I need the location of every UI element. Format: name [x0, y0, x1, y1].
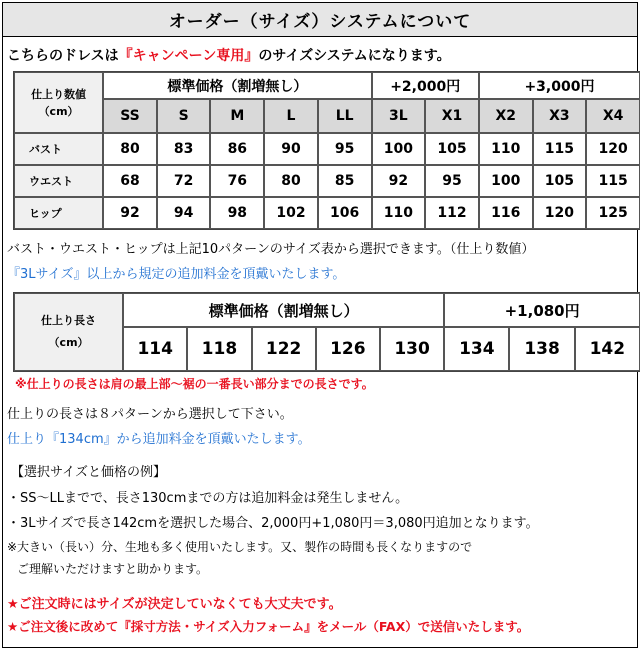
intro-highlight: 『キャンペーン専用』 — [118, 48, 259, 64]
length-value: 142 — [575, 327, 640, 371]
length-value: 134 — [444, 327, 509, 371]
length-note-2: 仕上り『134cm』から追加料金を頂戴いたします。 — [7, 432, 311, 447]
size-system-panel — [2, 2, 638, 648]
table-cell: 112 — [425, 197, 479, 229]
table-cell: 85 — [318, 165, 372, 197]
length-value: 126 — [316, 327, 380, 371]
table-cell: 110 — [372, 197, 426, 229]
length-value: 114 — [123, 327, 187, 371]
size-label: X4 — [586, 99, 640, 133]
table-cell: 116 — [479, 197, 533, 229]
example-note-1: ※大きい（長い）分、生地も多く使用いたします。又、製作の時間も長くなりますので — [7, 540, 473, 554]
size-row-header — [14, 72, 103, 133]
example-item-1: ・SS～LLまでで、長さ130cmまでの方は追加料金は発生しません。 — [7, 491, 409, 506]
length-value: 130 — [380, 327, 444, 371]
size-note-2: 『3Lサイズ』以上から規定の追加料金を頂戴いたします。 — [7, 267, 346, 282]
table-row — [14, 165, 640, 197]
intro-prefix: こちらのドレスは — [7, 48, 119, 64]
intro-suffix: のサイズシステムになります。 — [258, 48, 451, 64]
length-row-header-line2: （cm） — [48, 336, 89, 349]
table-cell: 92 — [372, 165, 426, 197]
table-cell: 86 — [210, 133, 264, 165]
table-cell: 115 — [533, 133, 587, 165]
table-cell: 94 — [157, 197, 211, 229]
table-cell: 72 — [157, 165, 211, 197]
page-title: オーダー（サイズ）システムについて — [3, 3, 637, 37]
length-row-header — [14, 293, 123, 371]
table-cell: 105 — [533, 165, 587, 197]
table-cell: 68 — [103, 165, 157, 197]
table-cell: 106 — [318, 197, 372, 229]
table-cell: 125 — [586, 197, 640, 229]
table-cell: 105 — [425, 133, 479, 165]
size-row-header-line1: 仕上り数値 — [31, 87, 87, 101]
size-label: X1 — [425, 99, 479, 133]
table-cell: 100 — [479, 165, 533, 197]
table-cell: 95 — [318, 133, 372, 165]
footer-line-2: ★ご注文後に改めて『採寸方法・サイズ入力フォーム』をメール（FAX）で送信いたします。 — [7, 619, 530, 634]
table-cell: 102 — [264, 197, 318, 229]
table-cell: 98 — [210, 197, 264, 229]
length-group-plus1080: +1,080円 — [444, 293, 640, 327]
table-cell: 76 — [210, 165, 264, 197]
length-note-1: 仕上りの長さは８パターンから選択して下さい。 — [7, 407, 293, 422]
table-cell: 90 — [264, 133, 318, 165]
size-group-plus3000: +3,000円 — [479, 72, 640, 99]
examples-heading: 【選択サイズと価格の例】 — [11, 465, 166, 480]
length-value: 138 — [509, 327, 574, 371]
length-row-header-line1: 仕上り長さ — [41, 314, 97, 327]
footer-line-1: ★ご注文時にはサイズが決定していなくても大丈夫です。 — [7, 597, 342, 612]
row-label-waist: ウエスト — [14, 165, 103, 197]
size-label: X3 — [533, 99, 587, 133]
length-value: 122 — [252, 327, 316, 371]
length-group-standard: 標準価格（割増無し） — [123, 293, 444, 327]
table-cell: 120 — [586, 133, 640, 165]
table-cell: 110 — [479, 133, 533, 165]
size-group-plus2000: +2,000円 — [372, 72, 479, 99]
size-label: 3L — [372, 99, 426, 133]
row-label-bust: バスト — [14, 133, 103, 165]
size-label: M — [210, 99, 264, 133]
table-cell: 100 — [372, 133, 426, 165]
table-cell: 115 — [586, 165, 640, 197]
size-label: X2 — [479, 99, 533, 133]
intro-text — [7, 45, 637, 65]
table-cell: 95 — [425, 165, 479, 197]
size-table — [13, 71, 640, 230]
table-row — [14, 133, 640, 165]
length-value: 118 — [187, 327, 251, 371]
table-cell: 120 — [533, 197, 587, 229]
table-cell: 80 — [264, 165, 318, 197]
length-table — [13, 292, 640, 372]
size-label: LL — [318, 99, 372, 133]
size-row-header-line2: （cm） — [38, 104, 79, 118]
length-warning: ※仕上りの長さは肩の最上部～裾の一番長い部分までの長さです。 — [15, 377, 374, 391]
size-label: S — [157, 99, 211, 133]
example-item-2: ・3Lサイズで長さ142cmを選択した場合、2,000円+1,080円＝3,080円追加となります。 — [7, 516, 539, 531]
table-cell: 83 — [157, 133, 211, 165]
row-label-hip: ヒップ — [14, 197, 103, 229]
size-group-standard: 標準価格（割増無し） — [103, 72, 371, 99]
size-label: L — [264, 99, 318, 133]
example-note-2: ご理解いただけますと助かります。 — [17, 562, 209, 576]
table-cell: 92 — [103, 197, 157, 229]
size-label: SS — [103, 99, 157, 133]
table-row — [14, 197, 640, 229]
size-note-1: バスト・ウエスト・ヒップは上記10パターンのサイズ表から選択できます。（仕上り数値） — [7, 242, 535, 257]
table-cell: 80 — [103, 133, 157, 165]
